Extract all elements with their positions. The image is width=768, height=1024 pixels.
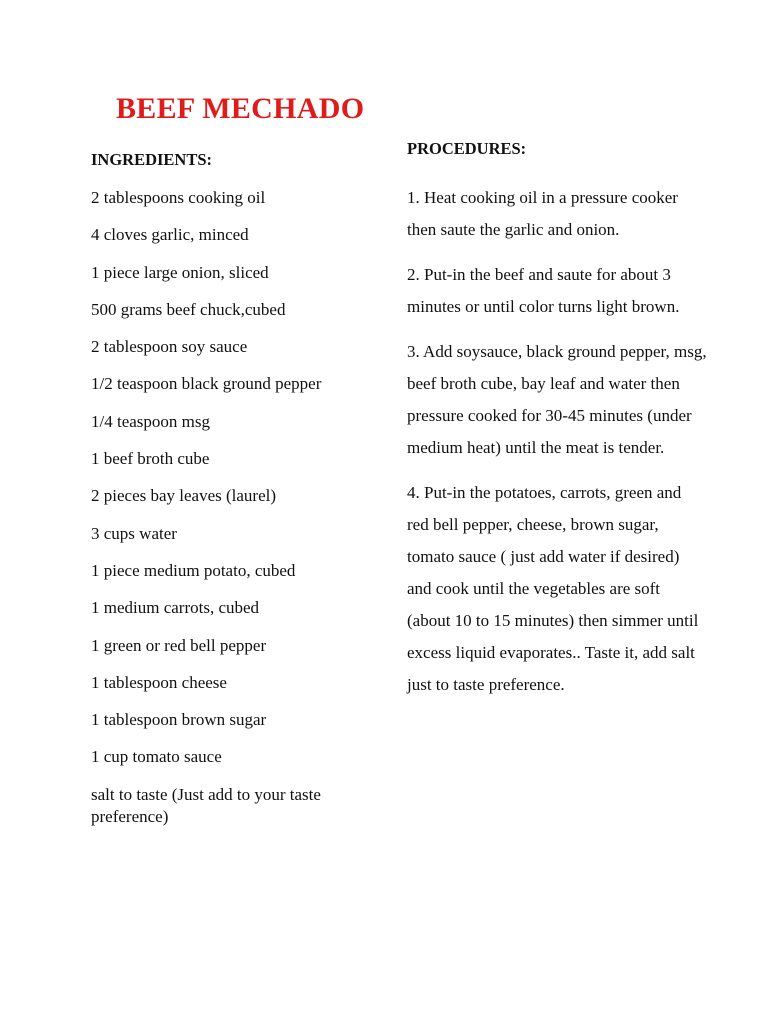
ingredient-item: 2 pieces bay leaves (laurel) [91, 486, 277, 506]
ingredient-item: 1/2 teaspoon black ground pepper [91, 374, 322, 394]
procedure-step: 3. Add soysauce, black ground pepper, msg, beef broth cube, bay leaf and water then pressure cooked for 30-45 minutes (under medium heat) until the meat is tender. [407, 342, 707, 457]
ingredient-item: 1 green or red bell pepper [91, 635, 267, 655]
recipe-title: BEEF MECHADO [116, 92, 365, 125]
procedure-step: 2. Put-in the beef and saute for about 3 minutes or until color turns light brown. [407, 265, 680, 316]
ingredient-item: 1 cup tomato sauce [91, 747, 222, 767]
procedure-step: 4. Put-in the potatoes, carrots, green and red bell pepper, cheese, brown sugar, tomato sauce ( just add water if desired) and cook until the vegetables are soft (about 10 to 15 minutes) then simmer until excess liquid evaporates.. Taste it, add salt just to taste preference. [407, 483, 699, 694]
ingredient-item: 1/4 teaspoon msg [91, 411, 210, 431]
procedures-section [407, 139, 707, 714]
ingredient-item: 1 tablespoon cheese [91, 672, 227, 692]
ingredient-item: 4 cloves garlic, minced [91, 225, 249, 245]
ingredient-item: 1 medium carrots, cubed [91, 598, 260, 618]
ingredient-item: salt to taste (Just add to your taste preference) [91, 784, 321, 826]
ingredient-item: 1 piece medium potato, cubed [91, 560, 296, 580]
ingredient-item: 1 tablespoon brown sugar [91, 710, 267, 730]
procedure-step: 1. Heat cooking oil in a pressure cooker then saute the garlic and onion. [407, 188, 678, 239]
ingredients-heading: INGREDIENTS: [91, 150, 213, 169]
ingredients-section [91, 150, 381, 843]
procedures-heading: PROCEDURES: [407, 139, 527, 158]
procedures-list [407, 182, 707, 701]
ingredient-item: 3 cups water [91, 523, 177, 543]
ingredient-item: 2 tablespoon soy sauce [91, 337, 248, 357]
ingredient-item: 500 grams beef chuck,cubed [91, 299, 286, 319]
ingredient-item: 1 beef broth cube [91, 449, 210, 469]
ingredient-item: 1 piece large onion, sliced [91, 262, 269, 282]
ingredient-item: 2 tablespoons cooking oil [91, 188, 266, 207]
ingredients-list [91, 187, 381, 828]
